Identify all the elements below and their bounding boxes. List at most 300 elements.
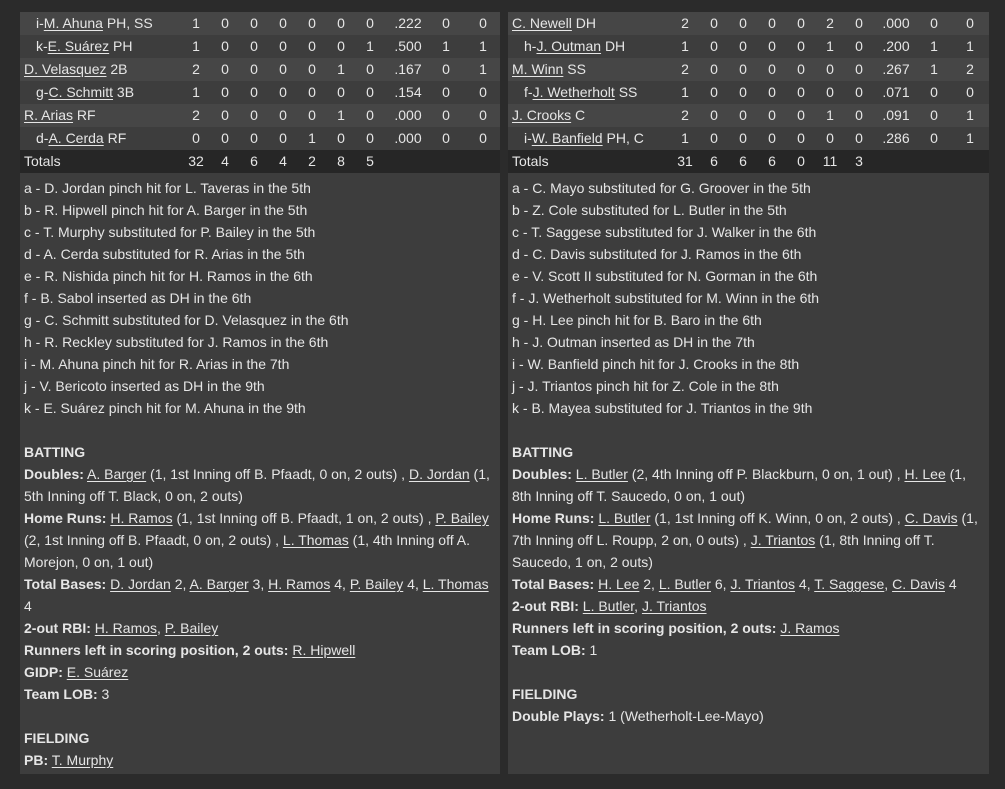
totals-stat-cell: 6 bbox=[768, 153, 776, 169]
stat-cell: 0 bbox=[221, 61, 229, 77]
stat-cell: 0 bbox=[279, 84, 287, 100]
sub-letter: f- bbox=[524, 84, 533, 100]
substitution-note: f - B. Sabol inserted as DH in the 6th bbox=[24, 290, 252, 306]
batting-line bbox=[512, 463, 985, 507]
stat-cell: 1 bbox=[681, 130, 689, 146]
player-link[interactable]: D. Velasquez bbox=[24, 61, 107, 77]
player-link[interactable]: H. Ramos bbox=[94, 620, 158, 636]
stat-cell: 0 bbox=[826, 130, 834, 146]
stat-cell: 0 bbox=[930, 130, 938, 146]
stat-cell: 0 bbox=[479, 130, 487, 146]
substitution-note: g - C. Schmitt substituted for D. Velasquez in the 6th bbox=[24, 312, 349, 328]
player-position: C bbox=[575, 107, 586, 123]
player-link[interactable]: L. Butler bbox=[598, 510, 651, 526]
table-row bbox=[508, 127, 989, 150]
stat-cell: 0 bbox=[221, 130, 229, 146]
stat-detail: (1, 5th Inning off T. Black, 0 on, 2 outs) bbox=[24, 466, 490, 504]
totals-stat-cell: 8 bbox=[337, 153, 345, 169]
stat-label: Doubles: bbox=[512, 466, 572, 482]
stat-detail: , bbox=[157, 620, 165, 636]
player-position: PH, SS bbox=[106, 15, 153, 31]
substitution-note: g - H. Lee pinch hit for B. Baro in the 6th bbox=[512, 312, 762, 328]
stat-cell: 0 bbox=[966, 84, 974, 100]
stat-detail: 2, bbox=[170, 576, 190, 592]
substitution-note: i - M. Ahuna pinch hit for R. Arias in the 7th bbox=[24, 356, 290, 372]
stat-detail: (2, 1st Inning off B. Pfaadt, 0 on, 2 outs) , bbox=[24, 532, 283, 548]
substitution-note: b - R. Hipwell pinch hit for A. Barger in the 5th bbox=[24, 202, 308, 218]
player-cell bbox=[524, 35, 625, 58]
stat-detail: (1, 1st Inning off B. Pfaadt, 1 on, 2 outs) , bbox=[172, 510, 436, 526]
stat-cell: .286 bbox=[882, 130, 910, 146]
stat-cell: 0 bbox=[442, 61, 450, 77]
stat-cell: 0 bbox=[855, 107, 863, 123]
stat-cell: 0 bbox=[442, 84, 450, 100]
player-position: 2B bbox=[110, 61, 128, 77]
stat-cell: 0 bbox=[710, 61, 718, 77]
batting-line bbox=[24, 639, 496, 661]
stat-cell: 0 bbox=[308, 38, 316, 54]
totals-label: Totals bbox=[24, 153, 61, 169]
player-link[interactable]: W. Banfield bbox=[531, 130, 603, 146]
stat-cell: 0 bbox=[768, 84, 776, 100]
player-link[interactable]: J. Outman bbox=[536, 38, 602, 54]
stat-cell: 0 bbox=[442, 107, 450, 123]
player-cell bbox=[36, 81, 134, 104]
substitution-note: h - J. Outman inserted as DH in the 7th bbox=[512, 334, 755, 350]
totals-stat-cell: 2 bbox=[308, 153, 316, 169]
stat-cell: .000 bbox=[394, 130, 422, 146]
player-link[interactable]: J. Crooks bbox=[512, 107, 572, 123]
table-row bbox=[508, 81, 989, 104]
home-batting-section bbox=[508, 441, 989, 661]
stat-cell: 0 bbox=[855, 15, 863, 31]
player-cell bbox=[36, 127, 126, 150]
away-batting-section bbox=[20, 441, 500, 705]
substitution-note: a - C. Mayo substituted for G. Groover in the 5th bbox=[512, 180, 811, 196]
stat-cell: 0 bbox=[797, 15, 805, 31]
substitution-note: e - V. Scott II substituted for N. Gorman in the 6th bbox=[512, 268, 818, 284]
stat-cell: 0 bbox=[192, 130, 200, 146]
table-row bbox=[508, 12, 989, 35]
substitution-note: b - Z. Cole substituted for L. Butler in the 5th bbox=[512, 202, 787, 218]
substitution-note: c - T. Saggese substituted for J. Walker in the 6th bbox=[512, 224, 817, 240]
player-link[interactable]: D. Jordan bbox=[110, 576, 171, 592]
stat-cell: 0 bbox=[308, 61, 316, 77]
totals-stat-cell: 6 bbox=[739, 153, 747, 169]
stat-cell: 0 bbox=[768, 130, 776, 146]
fielding-line bbox=[24, 749, 496, 771]
stat-label: Home Runs: bbox=[24, 510, 107, 526]
player-link[interactable]: A. Cerda bbox=[48, 130, 104, 146]
stat-detail: (1, 4th Inning off A. Morejon, 0 on, 1 out) bbox=[24, 532, 470, 570]
stat-cell: .167 bbox=[394, 61, 422, 77]
player-link[interactable]: J. Triantos bbox=[730, 576, 796, 592]
player-link[interactable]: A. Barger bbox=[189, 576, 249, 592]
stat-cell: 0 bbox=[279, 15, 287, 31]
stat-cell: 2 bbox=[192, 61, 200, 77]
stat-cell: 0 bbox=[279, 107, 287, 123]
player-link[interactable]: A. Barger bbox=[87, 466, 147, 482]
stat-cell: .222 bbox=[394, 15, 422, 31]
stat-detail: , bbox=[884, 576, 893, 592]
substitution-note: j - V. Bericoto inserted as DH in the 9th bbox=[24, 378, 265, 394]
stat-cell: 0 bbox=[768, 38, 776, 54]
player-link[interactable]: R. Arias bbox=[24, 107, 74, 123]
stat-cell: 0 bbox=[797, 84, 805, 100]
home-fielding-header: FIELDING bbox=[512, 686, 578, 702]
batting-line bbox=[512, 507, 985, 573]
player-position: RF bbox=[76, 107, 96, 123]
stat-detail: (1, 1st Inning off B. Pfaadt, 0 on, 2 outs) , bbox=[146, 466, 409, 482]
player-cell bbox=[512, 58, 586, 81]
stat-cell: 0 bbox=[930, 84, 938, 100]
stat-cell: 0 bbox=[279, 38, 287, 54]
player-link[interactable]: C. Davis bbox=[904, 510, 958, 526]
stat-cell: 0 bbox=[308, 84, 316, 100]
stat-cell: 0 bbox=[479, 84, 487, 100]
substitution-note: i - W. Banfield pinch hit for J. Crooks in the 8th bbox=[512, 356, 800, 372]
stat-cell: 2 bbox=[681, 15, 689, 31]
stat-cell: 1 bbox=[966, 130, 974, 146]
batting-line bbox=[24, 661, 496, 683]
player-link[interactable]: E. Suárez bbox=[66, 664, 129, 680]
stat-cell: 1 bbox=[681, 38, 689, 54]
table-row bbox=[20, 12, 500, 35]
stat-cell: 1 bbox=[479, 38, 487, 54]
stat-cell: 0 bbox=[366, 130, 374, 146]
stat-cell: .154 bbox=[394, 84, 422, 100]
stat-cell: 0 bbox=[768, 107, 776, 123]
stat-cell: 0 bbox=[250, 61, 258, 77]
substitution-note: h - R. Reckley substituted for J. Ramos in the 6th bbox=[24, 334, 329, 350]
player-link[interactable]: R. Hipwell bbox=[292, 642, 356, 658]
stat-cell: 0 bbox=[308, 107, 316, 123]
stat-cell: 1 bbox=[479, 61, 487, 77]
sub-letter: d- bbox=[36, 130, 49, 146]
stat-cell: .071 bbox=[882, 84, 910, 100]
home-fielding-section bbox=[508, 683, 989, 727]
stat-cell: .500 bbox=[394, 38, 422, 54]
totals-stat-cell: 0 bbox=[797, 153, 805, 169]
stat-label: Home Runs: bbox=[512, 510, 595, 526]
substitution-note: e - R. Nishida pinch hit for H. Ramos in the 6th bbox=[24, 268, 313, 284]
sub-letter: i- bbox=[524, 130, 532, 146]
player-link[interactable]: J. Triantos bbox=[750, 532, 816, 548]
player-link[interactable]: L. Butler bbox=[658, 576, 711, 592]
stat-cell: 1 bbox=[826, 38, 834, 54]
stat-cell: 0 bbox=[250, 130, 258, 146]
sub-letter: k- bbox=[36, 38, 48, 54]
stat-cell: 0 bbox=[710, 130, 718, 146]
substitution-note: d - A. Cerda substituted for R. Arias in the 5th bbox=[24, 246, 305, 262]
table-row bbox=[20, 104, 500, 127]
player-link[interactable]: P. Bailey bbox=[164, 620, 219, 636]
stat-cell: 0 bbox=[739, 38, 747, 54]
stat-detail: 6, bbox=[710, 576, 731, 592]
table-row bbox=[20, 35, 500, 58]
stat-detail: 2, bbox=[639, 576, 659, 592]
stat-cell: 0 bbox=[739, 15, 747, 31]
stat-cell: 2 bbox=[681, 107, 689, 123]
stat-detail: , bbox=[634, 598, 642, 614]
player-link[interactable]: P. Bailey bbox=[349, 576, 404, 592]
stat-label: Team LOB: bbox=[512, 642, 586, 658]
totals-stat-cell: 32 bbox=[188, 153, 204, 169]
home-batting-table bbox=[508, 12, 989, 173]
stat-cell: 1 bbox=[308, 130, 316, 146]
stat-cell: 0 bbox=[739, 130, 747, 146]
stat-cell: 0 bbox=[797, 107, 805, 123]
totals-stat-cell: 6 bbox=[250, 153, 258, 169]
table-row bbox=[20, 127, 500, 150]
totals-stat-cell: 5 bbox=[366, 153, 374, 169]
stat-label: Doubles: bbox=[24, 466, 84, 482]
away-substitution-notes bbox=[20, 173, 500, 419]
player-link[interactable]: H. Lee bbox=[598, 576, 640, 592]
sub-letter: g- bbox=[36, 84, 49, 100]
player-position: DH bbox=[575, 15, 597, 31]
away-fielding-header: FIELDING bbox=[24, 730, 90, 746]
stat-cell: 0 bbox=[855, 130, 863, 146]
player-link[interactable]: L. Thomas bbox=[422, 576, 489, 592]
player-link[interactable]: T. Saggese bbox=[814, 576, 885, 592]
stat-cell: 0 bbox=[930, 107, 938, 123]
stat-cell: 0 bbox=[221, 107, 229, 123]
player-link[interactable]: J. Wetherholt bbox=[532, 84, 615, 100]
batting-line bbox=[512, 573, 985, 595]
stat-cell: 0 bbox=[739, 61, 747, 77]
stat-cell: 1 bbox=[192, 15, 200, 31]
away-batting-header: BATTING bbox=[24, 444, 86, 460]
stat-cell: 0 bbox=[366, 15, 374, 31]
away-box-score-panel bbox=[20, 12, 500, 774]
stat-cell: 0 bbox=[221, 84, 229, 100]
stat-cell: 0 bbox=[855, 84, 863, 100]
stat-cell: 0 bbox=[826, 61, 834, 77]
totals-stat-cell: 4 bbox=[221, 153, 229, 169]
stat-cell: 0 bbox=[337, 38, 345, 54]
stat-label: Runners left in scoring position, 2 outs: bbox=[24, 642, 289, 658]
stat-cell: 0 bbox=[710, 107, 718, 123]
totals-row bbox=[508, 150, 989, 173]
totals-row bbox=[20, 150, 500, 173]
stat-cell: 0 bbox=[221, 15, 229, 31]
stat-cell: 1 bbox=[337, 61, 345, 77]
stat-cell: .000 bbox=[882, 15, 910, 31]
stat-cell: 1 bbox=[442, 38, 450, 54]
stat-detail: (2, 4th Inning off P. Blackburn, 0 on, 1 out) , bbox=[627, 466, 905, 482]
stat-cell: 0 bbox=[768, 15, 776, 31]
stat-cell: 2 bbox=[681, 61, 689, 77]
stat-cell: 0 bbox=[366, 61, 374, 77]
stat-cell: .200 bbox=[882, 38, 910, 54]
stat-cell: 0 bbox=[221, 38, 229, 54]
stat-cell: 0 bbox=[250, 107, 258, 123]
stat-cell: 1 bbox=[966, 38, 974, 54]
stat-label: Total Bases: bbox=[512, 576, 595, 592]
stat-cell: 0 bbox=[710, 15, 718, 31]
stat-detail: 4 bbox=[944, 576, 957, 592]
stat-cell: 1 bbox=[966, 107, 974, 123]
stat-cell: 0 bbox=[797, 61, 805, 77]
stat-cell: .267 bbox=[882, 61, 910, 77]
batting-line bbox=[24, 507, 496, 573]
home-batting-header: BATTING bbox=[512, 444, 574, 460]
player-position: SS bbox=[618, 84, 638, 100]
stat-detail: (1, 7th Inning off L. Roupp, 2 on, 0 outs) , bbox=[512, 510, 978, 548]
stat-cell: 1 bbox=[366, 38, 374, 54]
player-link[interactable]: J. Triantos bbox=[641, 598, 707, 614]
stat-cell: 0 bbox=[826, 84, 834, 100]
stat-cell: 0 bbox=[337, 15, 345, 31]
stat-cell: 0 bbox=[279, 61, 287, 77]
player-link[interactable]: J. Ramos bbox=[780, 620, 840, 636]
substitution-note: c - T. Murphy substituted for P. Bailey in the 5th bbox=[24, 224, 316, 240]
stat-cell: 0 bbox=[710, 38, 718, 54]
stat-detail: 4 bbox=[24, 598, 32, 614]
away-batting-table bbox=[20, 12, 500, 173]
stat-cell: 2 bbox=[966, 61, 974, 77]
stat-detail: 4, bbox=[795, 576, 815, 592]
table-row bbox=[20, 58, 500, 81]
home-substitution-notes bbox=[508, 173, 989, 419]
table-row bbox=[508, 35, 989, 58]
stat-cell: 1 bbox=[930, 61, 938, 77]
stat-cell: 0 bbox=[337, 84, 345, 100]
player-cell bbox=[24, 104, 96, 127]
fielding-line bbox=[512, 705, 985, 727]
player-cell bbox=[512, 104, 585, 127]
stat-cell: 1 bbox=[681, 84, 689, 100]
player-link[interactable]: L. Thomas bbox=[282, 532, 349, 548]
player-link[interactable]: M. Ahuna bbox=[43, 15, 103, 31]
batting-line bbox=[512, 617, 985, 639]
player-link[interactable]: E. Suárez bbox=[47, 38, 110, 54]
player-link[interactable]: H. Ramos bbox=[268, 576, 331, 592]
stat-label: Runners left in scoring position, 2 outs: bbox=[512, 620, 777, 636]
player-position: PH bbox=[113, 38, 133, 54]
stat-cell: 0 bbox=[966, 15, 974, 31]
totals-stat-cell: 3 bbox=[855, 153, 863, 169]
totals-stat-cell: 11 bbox=[822, 153, 838, 169]
batting-line bbox=[512, 595, 985, 617]
stat-detail: 1 (Wetherholt-Lee-Mayo) bbox=[608, 708, 764, 724]
table-row bbox=[20, 81, 500, 104]
substitution-note: j - J. Triantos pinch hit for Z. Cole in the 8th bbox=[512, 378, 779, 394]
player-link[interactable]: C. Newell bbox=[512, 15, 572, 31]
player-link[interactable]: H. Lee bbox=[904, 466, 946, 482]
stat-label: Total Bases: bbox=[24, 576, 107, 592]
player-cell bbox=[512, 12, 596, 35]
stat-label: PB: bbox=[24, 752, 49, 768]
stat-cell: 0 bbox=[442, 130, 450, 146]
player-cell bbox=[24, 58, 128, 81]
player-link[interactable]: L. Butler bbox=[575, 466, 628, 482]
table-row bbox=[508, 104, 989, 127]
stat-detail: (1, 1st Inning off K. Winn, 0 on, 2 outs) , bbox=[650, 510, 905, 526]
substitution-note: a - D. Jordan pinch hit for L. Taveras in the 5th bbox=[24, 180, 311, 196]
substitution-note: f - J. Wetherholt substituted for M. Winn in the 6th bbox=[512, 290, 820, 306]
totals-stat-cell: 4 bbox=[279, 153, 287, 169]
player-link[interactable]: M. Winn bbox=[512, 61, 564, 77]
player-cell bbox=[36, 35, 133, 58]
stat-cell: 2 bbox=[826, 15, 834, 31]
away-fielding-section bbox=[20, 727, 500, 771]
stat-cell: 0 bbox=[308, 15, 316, 31]
player-link[interactable]: C. Davis bbox=[892, 576, 945, 592]
stat-cell: 1 bbox=[930, 38, 938, 54]
stat-cell: 1 bbox=[337, 107, 345, 123]
stat-cell: 0 bbox=[337, 130, 345, 146]
batting-line bbox=[24, 463, 496, 507]
sub-letter: h- bbox=[524, 38, 537, 54]
totals-stat-cell: 31 bbox=[677, 153, 693, 169]
stat-detail: 4, bbox=[403, 576, 423, 592]
stat-cell: .000 bbox=[394, 107, 422, 123]
substitution-note: k - E. Suárez pinch hit for M. Ahuna in the 9th bbox=[24, 400, 306, 416]
sub-letter: i- bbox=[36, 15, 44, 31]
stat-cell: 0 bbox=[250, 38, 258, 54]
substitution-note: k - B. Mayea substituted for J. Triantos in the 9th bbox=[512, 400, 813, 416]
stat-cell: 0 bbox=[930, 15, 938, 31]
stat-cell: 0 bbox=[768, 61, 776, 77]
stat-detail: 3 bbox=[101, 686, 110, 702]
stat-detail: (1, 8th Inning off T. Saucedo, 0 on, 1 out) bbox=[512, 466, 966, 504]
stat-cell: 0 bbox=[855, 61, 863, 77]
stat-label: 2-out RBI: bbox=[24, 620, 91, 636]
stat-cell: 1 bbox=[192, 38, 200, 54]
stat-cell: 0 bbox=[739, 107, 747, 123]
stat-detail: 4, bbox=[330, 576, 350, 592]
stat-cell: 0 bbox=[366, 84, 374, 100]
stat-cell: 1 bbox=[192, 84, 200, 100]
totals-stat-cell: 6 bbox=[710, 153, 718, 169]
player-link[interactable]: L. Butler bbox=[582, 598, 635, 614]
player-cell bbox=[524, 81, 637, 104]
batting-line bbox=[24, 573, 496, 617]
stat-cell: 0 bbox=[797, 130, 805, 146]
table-row bbox=[508, 58, 989, 81]
player-link[interactable]: C. Schmitt bbox=[48, 84, 114, 100]
stat-cell: 0 bbox=[366, 107, 374, 123]
player-position: SS bbox=[567, 61, 586, 77]
batting-line bbox=[24, 683, 496, 705]
player-link[interactable]: D. Jordan bbox=[408, 466, 470, 482]
stat-cell: 0 bbox=[797, 38, 805, 54]
totals-label: Totals bbox=[512, 153, 549, 169]
stat-cell: 0 bbox=[739, 84, 747, 100]
batting-line bbox=[512, 639, 985, 661]
stat-cell: 0 bbox=[710, 84, 718, 100]
stat-cell: 1 bbox=[826, 107, 834, 123]
stat-cell: 0 bbox=[479, 15, 487, 31]
player-link[interactable]: H. Ramos bbox=[110, 510, 173, 526]
stat-detail: (1, 8th Inning off T. Saucedo, 1 on, 2 outs) bbox=[512, 532, 935, 570]
player-link[interactable]: P. Bailey bbox=[435, 510, 489, 526]
stat-detail: 3, bbox=[248, 576, 269, 592]
stat-cell: 0 bbox=[855, 38, 863, 54]
player-position: RF bbox=[107, 130, 127, 146]
stat-label: 2-out RBI: bbox=[512, 598, 579, 614]
stat-detail: 1 bbox=[589, 642, 598, 658]
stat-cell: 0 bbox=[479, 107, 487, 123]
stat-label: Double Plays: bbox=[512, 708, 605, 724]
player-position: PH, C bbox=[606, 130, 644, 146]
player-position: DH bbox=[604, 38, 626, 54]
player-link[interactable]: T. Murphy bbox=[51, 752, 114, 768]
stat-cell: 0 bbox=[442, 15, 450, 31]
batting-line bbox=[24, 617, 496, 639]
